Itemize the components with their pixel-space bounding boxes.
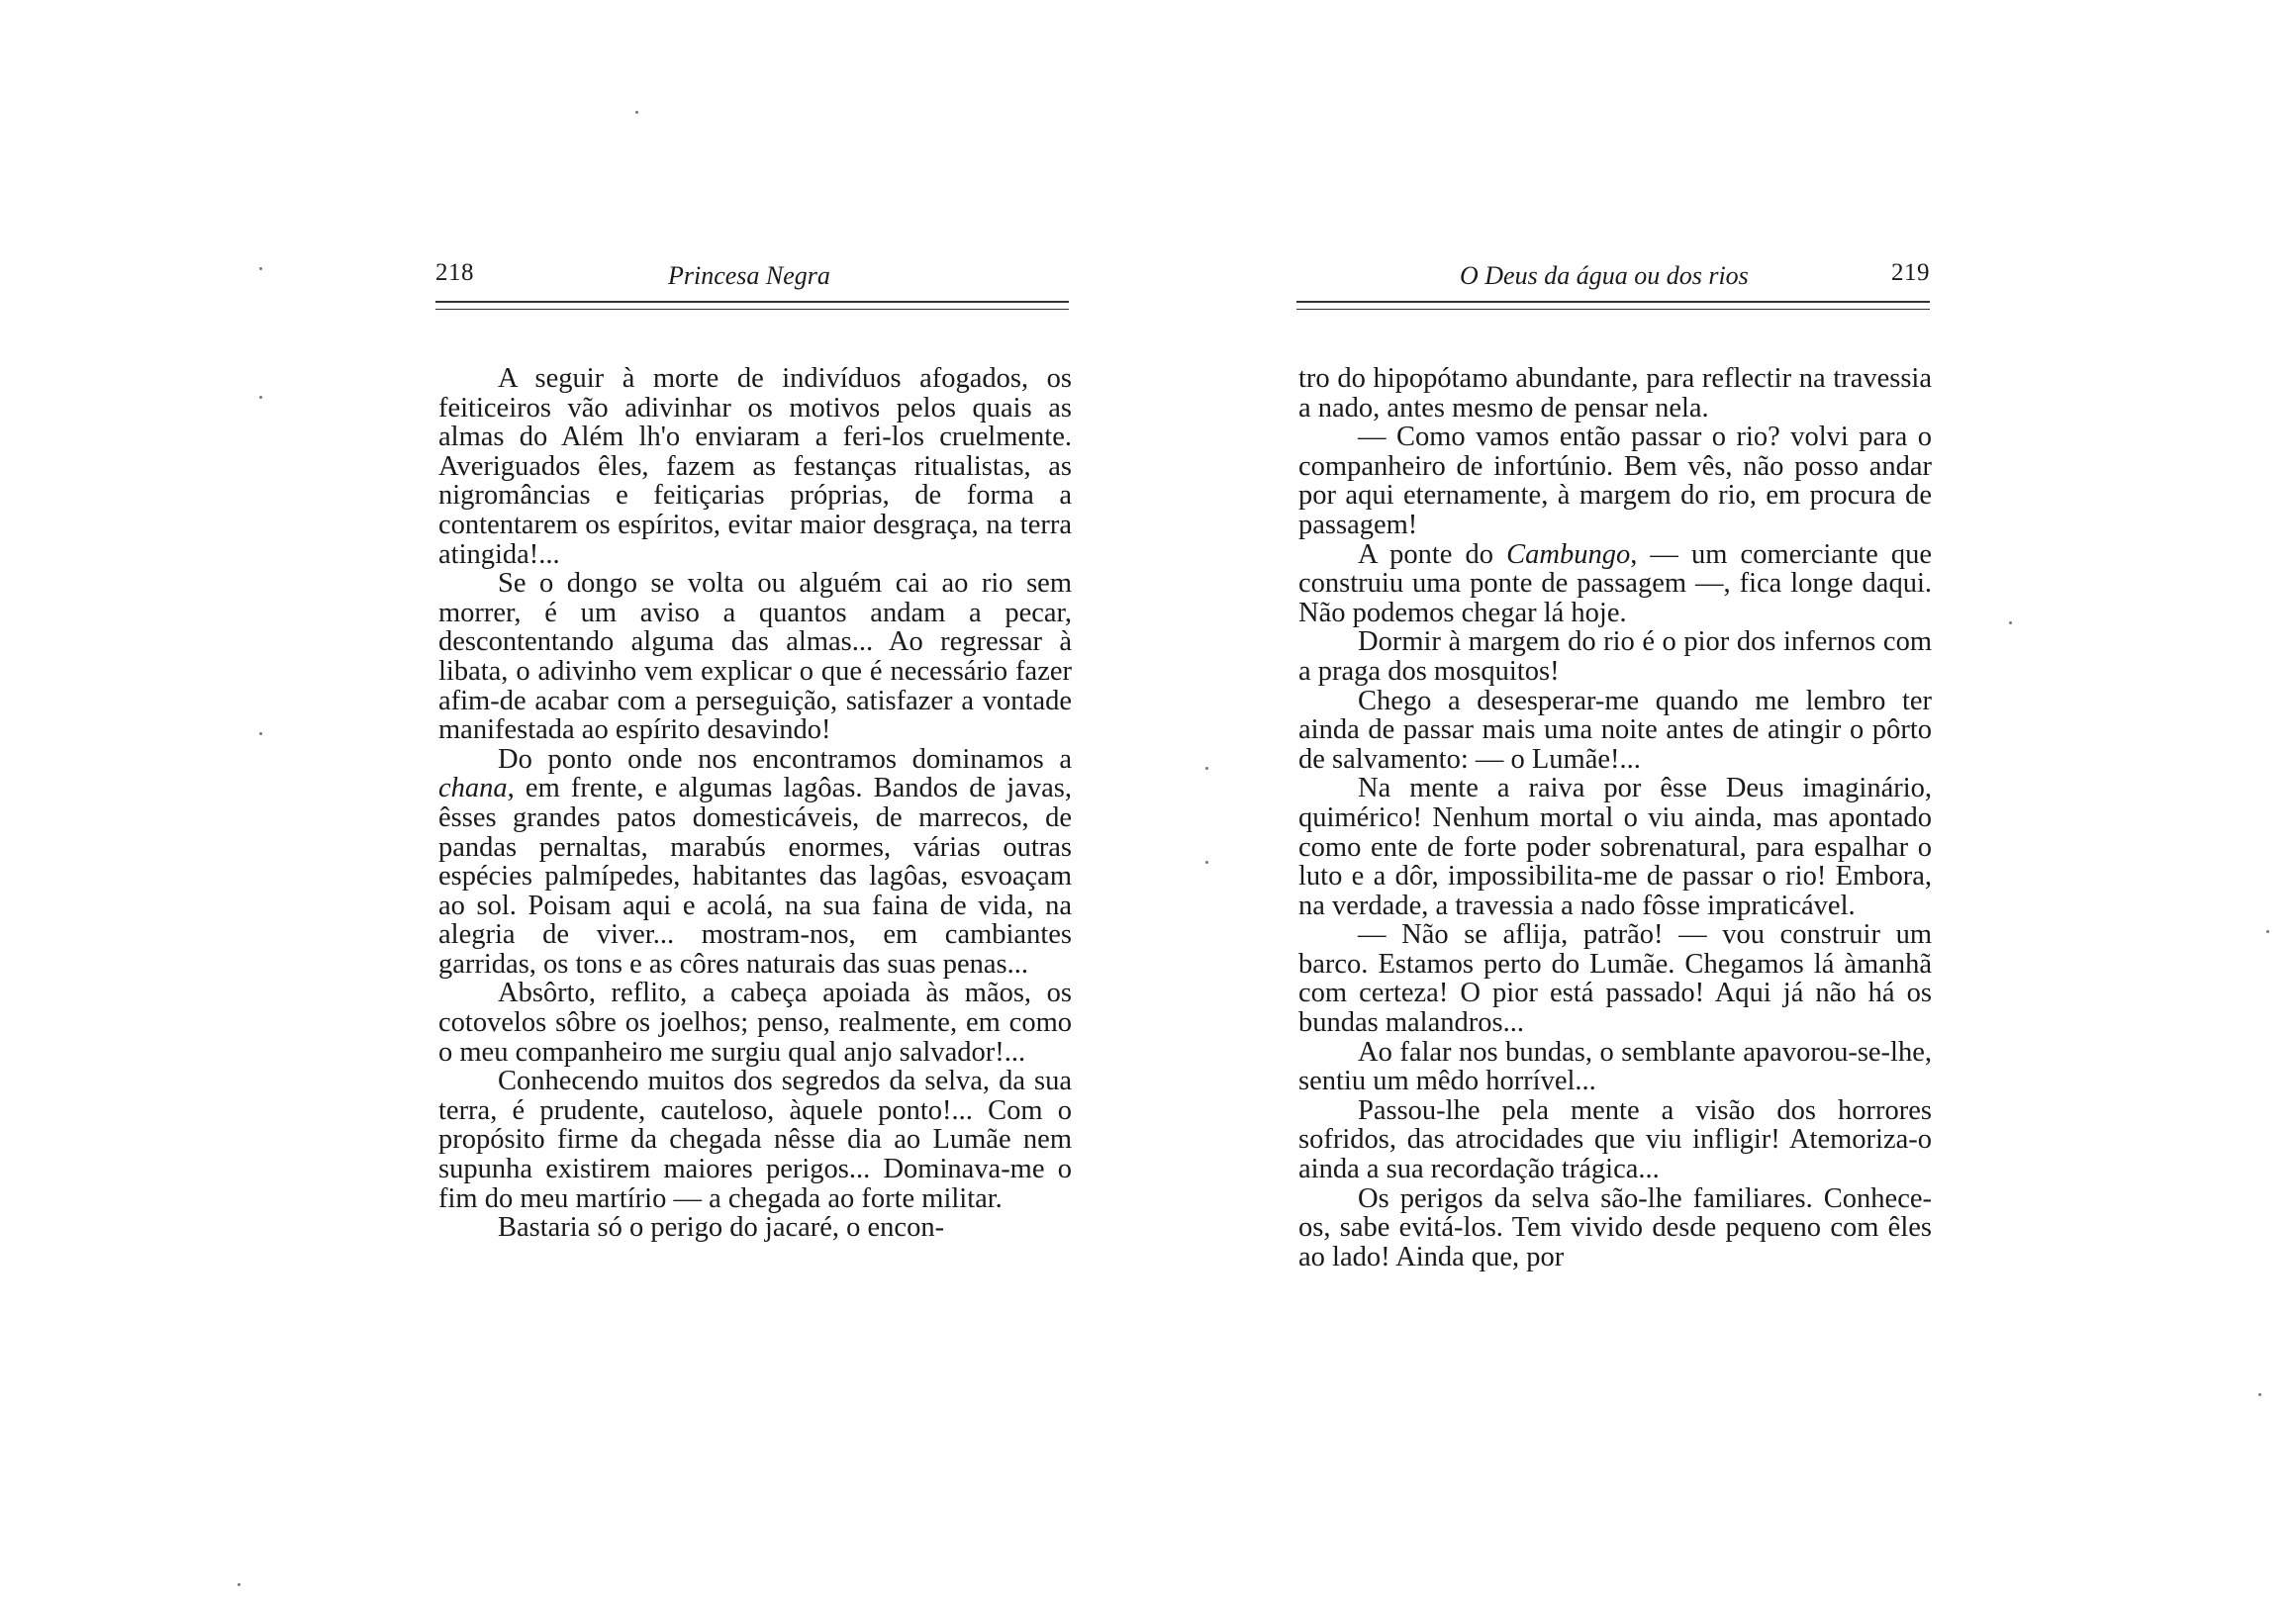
left-running-header (435, 259, 1069, 299)
scan-speck (2266, 930, 2269, 933)
paragraph: Absôrto, reflito, a cabeça apoiada às mãos, os cotovelos sôbre os joelhos; penso, realmente, em como o meu companheiro me surgiu qual anjo salvador!... (438, 978, 1072, 1068)
paragraph-text: Do ponto onde nos encontramos dominamos a (498, 743, 1072, 775)
italic-term: chana (438, 773, 508, 804)
paragraph: Ao falar nos bundas, o semblante apavorou-se-lhe, sentiu um mêdo horrível... (1298, 1036, 1932, 1097)
right-page (1148, 0, 2296, 1599)
scan-speck (259, 267, 262, 270)
right-body-text (1298, 364, 1932, 1271)
right-page-number: 219 (1891, 259, 1930, 286)
scan-speck (1205, 861, 1208, 864)
scan-speck (2258, 1393, 2261, 1396)
paragraph-text: , em frente, e algumas lagôas. Bandos de javas, êsses grandes patos domesticáveis, de marrecos, de pandas pernaltas, marabús enormes, várias outras espécies palmípedes, habitantes das lagôas, esvoaçam ao sol. Poisam aqui e acolá, na sua faina de vida, na alegria de viver... mostram-nos, em cambiantes garridas, os tons e as côres naturais das suas penas... (438, 773, 1072, 980)
paragraph (438, 745, 1072, 980)
paragraph: Os perigos da selva são-lhe familiares. Conhece-os, sabe evitá-los. Tem vivido desde pequeno com êles ao lado! Ainda que, por (1298, 1182, 1932, 1272)
paragraph: Se o dongo se volta ou alguém cai ao rio sem morrer, é um aviso a quantos andam a pecar, descontentando alguma das almas... Ao regressar à libata, o adivinho vem explicar o que é necessário fazer afim-de acabar com a perseguição, satisfazer a vontade manifestada ao espírito desavindo! (438, 568, 1072, 746)
paragraph-continued: tro do hipopótamo abundante, para reflectir na travessia a nado, antes mesmo de pensar nela. (1298, 363, 1932, 423)
header-rule (435, 301, 1069, 303)
header-rule-thin (435, 309, 1069, 310)
header-rule (1296, 301, 1930, 303)
left-page-number: 218 (435, 259, 474, 286)
paragraph: — Não se aflija, patrão! — vou construir um barco. Estamos perto do Lumãe. Chegamos lá àmanhã com certeza! O pior está passado! Aqui já não há os bundas malandros... (1298, 919, 1932, 1039)
scan-speck (238, 1583, 240, 1586)
paragraph: Passou-lhe pela mente a visão dos horrores sofridos, das atrocidades que viu infligir! Atemoriza-o ainda a sua recordação trágica... (1298, 1094, 1932, 1185)
header-rule-thin (1296, 309, 1930, 310)
left-body-text (438, 364, 1072, 1243)
scan-speck (2009, 621, 2012, 624)
paragraph: A seguir à morte de indivíduos afogados, os feiticeiros vão adivinhar os motivos pelos quais as almas do Além lh'o enviaram a feri-los cruelmente. Averiguados êles, fazem as festanças ritualistas, as nigromâncias e feitiçarias próprias, de forma a contentarem os espíritos, evitar maior desgraça, na terra atingida!... (438, 363, 1072, 570)
paragraph: Conhecendo muitos dos segredos da selva, da sua terra, é prudente, cauteloso, àquele ponto!... Com o propósito firme da chegada nêsse dia ao Lumãe nem supunha existirem maiores perigos... Dominava-me o fim do meu martírio — a chegada ao forte militar. (438, 1066, 1072, 1214)
right-running-header (1296, 259, 1930, 299)
scan-speck (259, 732, 262, 735)
paragraph: Bastaria só o perigo do jacaré, o encon- (498, 1212, 945, 1244)
scan-speck (259, 396, 262, 399)
left-running-title: Princesa Negra (668, 261, 830, 290)
paragraph: Chego a desesperar-me quando me lembro ter ainda de passar mais uma noite antes de atingir o pôrto de salvamento: — o Lumãe!... (1298, 685, 1932, 775)
paragraph: Na mente a raiva por êsse Deus imaginário, quimérico! Nenhum mortal o viu ainda, mas apontado como ente de forte poder sobrenatural, para espalhar o luto e a dôr, impossibilita-me de passar o rio! Embora, na verdade, a travessia a nado fôsse impraticável. (1298, 773, 1932, 921)
paragraph-text: A ponte do (1358, 538, 1507, 570)
right-running-title: O Deus da água ou dos rios (1460, 261, 1749, 290)
scan-speck (1205, 767, 1208, 770)
paragraph: Dormir à margem do rio é o pior dos infernos com a praga dos mosquitos! (1298, 626, 1932, 687)
paragraph: — Como vamos então passar o rio? volvi para o companheiro de infortúnio. Bem vês, não posso andar por aqui eternamente, à margem do rio, em procura de passagem! (1298, 422, 1932, 540)
italic-term: Cambungo (1506, 538, 1631, 570)
paragraph (1298, 540, 1932, 628)
paragraph-text: , — um comerciante que construiu uma ponte de passagem —, fica longe daqui. Não podemos chegar lá hoje. (1298, 538, 1933, 628)
scan-speck (635, 111, 638, 114)
